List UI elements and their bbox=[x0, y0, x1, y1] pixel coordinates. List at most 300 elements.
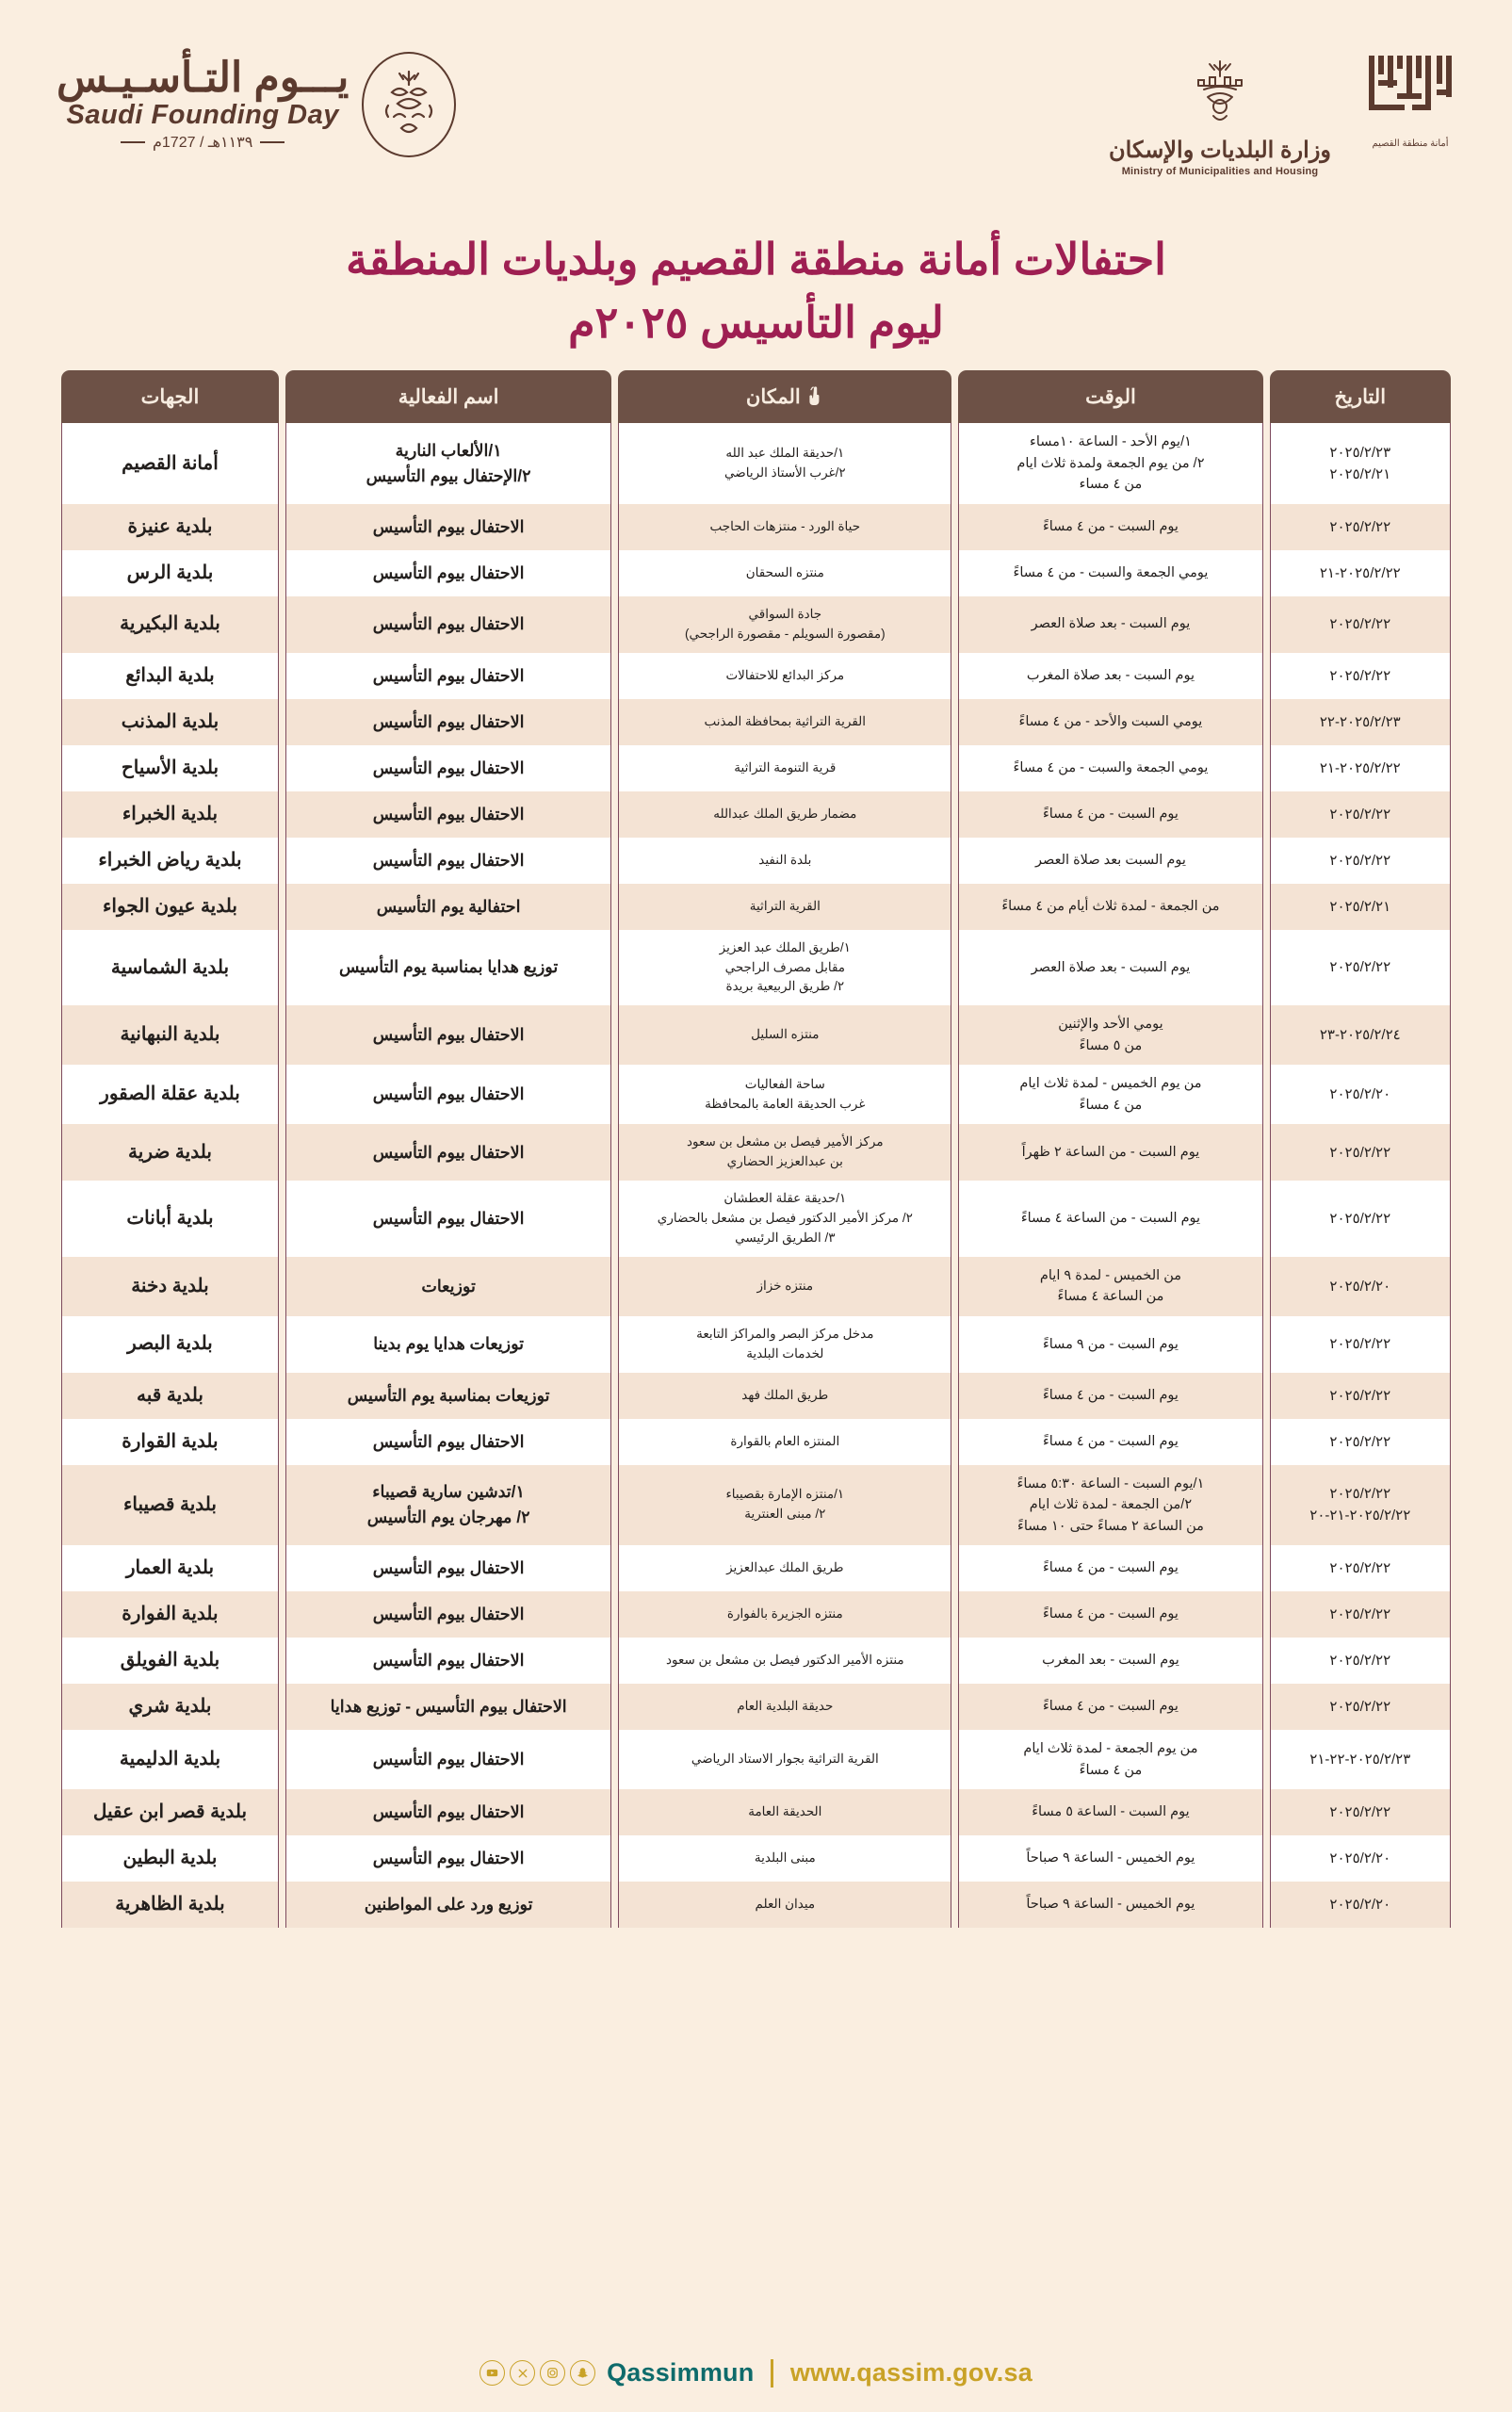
cell-line: بلدية الفوارة bbox=[122, 1604, 219, 1625]
cell-time bbox=[958, 1835, 1262, 1882]
cell-event bbox=[285, 504, 611, 550]
cell-line: توزيعات bbox=[421, 1276, 476, 1296]
cell-date bbox=[1270, 1465, 1451, 1545]
cell-line: الاحتفال بيوم التأسيس bbox=[372, 614, 525, 634]
cell-line: ٢٠٢٥/٢/٢٣-٢٢-٢١ bbox=[1309, 1751, 1411, 1768]
cell-line: ٢/الإحتفال بيوم التأسيس bbox=[366, 466, 531, 486]
cell-date bbox=[1270, 838, 1451, 884]
cell-line: يوم السبت - بعد صلاة العصر bbox=[1031, 959, 1191, 975]
youtube-icon[interactable] bbox=[480, 2360, 505, 2386]
cell-entity bbox=[61, 1591, 279, 1638]
cell-line: بلدية عيون الجواء bbox=[103, 895, 237, 917]
table-header-row bbox=[61, 370, 1451, 423]
table-row bbox=[61, 1316, 1451, 1373]
cell-line: بلدية البدائع bbox=[125, 664, 215, 686]
cell-date bbox=[1270, 1257, 1451, 1316]
cell-place bbox=[618, 550, 951, 596]
column-header-inner bbox=[67, 385, 273, 409]
founding-day-arabic: يـــوم التـأسـيـس bbox=[57, 55, 350, 102]
cell-line: من الساعة ٢ مساءً حتى ١٠ مساءً bbox=[1017, 1518, 1204, 1534]
cell-entity bbox=[61, 930, 279, 1006]
cell-line: ٣/ الطريق الرئيسي bbox=[735, 1230, 836, 1245]
footer-separator bbox=[771, 2359, 773, 2388]
cell-line: ٢٠٢٥/٢/٢٢ bbox=[1329, 1387, 1391, 1404]
cell-place bbox=[618, 423, 951, 503]
table-row bbox=[61, 1373, 1451, 1419]
cell-event bbox=[285, 1419, 611, 1465]
cell-line: يومي الجمعة والسبت - من ٤ مساءً bbox=[1013, 565, 1209, 581]
cell-line: يوم السبت - من ٩ مساءً bbox=[1042, 1336, 1179, 1352]
amanah-subtitle: أمانة منطقة القصيم bbox=[1372, 139, 1449, 149]
cell-line: مركز الأمير فيصل بن مشعل بن سعود bbox=[686, 1134, 884, 1149]
cell-date bbox=[1270, 1316, 1451, 1373]
cell-place bbox=[618, 699, 951, 745]
cell-line: يوم السبت - الساعة ٥ مساءً bbox=[1032, 1804, 1190, 1820]
cell-entity bbox=[61, 1124, 279, 1181]
cell-line: بلدية المذنب bbox=[121, 710, 219, 732]
cell-entity bbox=[61, 1882, 279, 1928]
cell-line: يوم السبت - من الساعة ٢ ظهراً bbox=[1021, 1144, 1200, 1160]
cell-line: منتزه السحقان bbox=[745, 564, 824, 579]
cell-line: مضمار طريق الملك عبدالله bbox=[713, 806, 857, 821]
cell-date bbox=[1270, 791, 1451, 838]
cell-line: الاحتفال بيوم التأسيس - توزيع هدايا bbox=[330, 1697, 567, 1716]
cell-place bbox=[618, 838, 951, 884]
cell-line: ١/حديقة عقلة العطشان bbox=[723, 1191, 847, 1206]
cell-date bbox=[1270, 1124, 1451, 1181]
cell-line: من يوم الجمعة - لمدة ثلاث ايام bbox=[1023, 1741, 1198, 1757]
cell-line: ساحة الفعاليات bbox=[744, 1076, 825, 1091]
cell-time bbox=[958, 1638, 1262, 1684]
table-row bbox=[61, 1545, 1451, 1591]
cell-event bbox=[285, 838, 611, 884]
cell-line: الاحتفال بيوم التأسيس bbox=[372, 1084, 525, 1104]
cell-entity bbox=[61, 550, 279, 596]
cell-line: جادة السواقي bbox=[748, 606, 822, 621]
cell-event bbox=[285, 423, 611, 503]
cell-entity bbox=[61, 1257, 279, 1316]
cell-line: الاحتفال بيوم التأسيس bbox=[372, 1749, 525, 1768]
cell-event bbox=[285, 1465, 611, 1545]
table-row bbox=[61, 791, 1451, 838]
cell-line: بلدية العمار bbox=[125, 1557, 215, 1579]
cell-place bbox=[618, 1419, 951, 1465]
cell-line: يوم السبت - من ٤ مساءً bbox=[1042, 1699, 1179, 1715]
cell-line: ٢٠٢٥/٢/٢٢ bbox=[1329, 667, 1391, 684]
cell-line: الاحتفال بيوم التأسيس bbox=[372, 758, 525, 777]
cell-line: منتزه الجزيرة بالفوارة bbox=[726, 1606, 843, 1622]
cell-entity bbox=[61, 838, 279, 884]
table-row bbox=[61, 1005, 1451, 1065]
cell-line: يوم السبت - من ٤ مساءً bbox=[1042, 1606, 1179, 1622]
ministry-name-arabic: وزارة البلديات والإسكان bbox=[1109, 138, 1331, 163]
founding-day-year bbox=[121, 133, 285, 152]
cell-line: يوم السبت - من ٤ مساءً bbox=[1042, 1433, 1179, 1449]
table-row bbox=[61, 1730, 1451, 1789]
cell-line: القرية التراثية بمحافظة المذنب bbox=[704, 713, 867, 728]
cell-entity bbox=[61, 884, 279, 930]
cell-line: بن عبدالعزيز الحضاري bbox=[726, 1154, 843, 1169]
pointing-hand-icon bbox=[807, 386, 824, 407]
cell-line: مقابل مصرف الراجحي bbox=[724, 959, 846, 974]
cell-time bbox=[958, 1591, 1262, 1638]
cell-place bbox=[618, 1065, 951, 1124]
cell-time bbox=[958, 1465, 1262, 1545]
social-handle[interactable]: Qassimmun bbox=[607, 2358, 755, 2387]
cell-time bbox=[958, 1730, 1262, 1789]
cell-event bbox=[285, 699, 611, 745]
website-url[interactable]: www.qassim.gov.sa bbox=[789, 2358, 1032, 2387]
cell-event bbox=[285, 1882, 611, 1928]
cell-line: الاحتفال بيوم التأسيس bbox=[372, 516, 525, 536]
cell-line: بلدية رياض الخبراء bbox=[98, 849, 242, 871]
cell-line: الاحتفال بيوم التأسيس bbox=[372, 1801, 525, 1821]
cell-line: ٢٠٢٥/٢/٢٢ bbox=[1329, 1803, 1391, 1820]
cell-line: ٢٠٢٥/٢/٢٢ bbox=[1329, 1144, 1391, 1161]
cell-time bbox=[958, 1181, 1262, 1257]
table-row bbox=[61, 1638, 1451, 1684]
cell-line: بلدية عقلة الصقور bbox=[100, 1084, 240, 1105]
cell-time bbox=[958, 550, 1262, 596]
cell-line: الاحتفال بيوم التأسيس bbox=[372, 1142, 525, 1162]
cell-line: يوم السبت - من الساعة ٤ مساءً bbox=[1020, 1211, 1201, 1227]
cell-event bbox=[285, 596, 611, 653]
cell-time bbox=[958, 1684, 1262, 1730]
cell-time bbox=[958, 699, 1262, 745]
cell-place bbox=[618, 1789, 951, 1835]
cell-line: ٢٠٢٥/٢/٢٢ bbox=[1329, 518, 1391, 535]
cell-entity bbox=[61, 1419, 279, 1465]
cell-date bbox=[1270, 1181, 1451, 1257]
cell-line: يوم السبت - من ٤ مساءً bbox=[1042, 1560, 1179, 1576]
cell-line: ٢٠٢٥/٢/٢٣-٢٢ bbox=[1319, 713, 1401, 730]
founding-day-wordmark bbox=[57, 57, 349, 152]
cell-time bbox=[958, 596, 1262, 653]
cell-time bbox=[958, 1882, 1262, 1928]
cell-line: ١/تدشين سارية قصيباء bbox=[372, 1482, 525, 1502]
cell-line: مبنى البلدية bbox=[754, 1850, 816, 1866]
cell-line: الاحتفال بيوم التأسيس bbox=[372, 711, 525, 731]
cell-line: ٢/من الجمعة - لمدة ثلاث ايام bbox=[1029, 1497, 1193, 1513]
saudi-founding-day-seal-icon bbox=[362, 52, 456, 157]
cell-entity bbox=[61, 1730, 279, 1789]
table-row bbox=[61, 1465, 1451, 1545]
cell-line: ٢/ مبنى العنترية bbox=[744, 1507, 826, 1522]
cell-entity bbox=[61, 1835, 279, 1882]
cell-date bbox=[1270, 884, 1451, 930]
cell-line: بلدة النفيد bbox=[758, 852, 812, 867]
cell-line: بلدية ضرية bbox=[128, 1141, 212, 1163]
cell-line: ٢/غرب الأستاذ الرياضي bbox=[724, 465, 846, 481]
cell-line: طريق الملك عبدالعزيز bbox=[726, 1560, 844, 1575]
column-header-label: الوقت bbox=[1085, 385, 1136, 408]
cell-line: من يوم الخميس - لمدة ثلاث ايام bbox=[1019, 1076, 1202, 1092]
cell-entity bbox=[61, 1065, 279, 1124]
cell-time bbox=[958, 1545, 1262, 1591]
ministry-emblem-icon bbox=[1191, 57, 1249, 136]
cell-date bbox=[1270, 1789, 1451, 1835]
cell-date bbox=[1270, 1005, 1451, 1065]
cell-entity bbox=[61, 745, 279, 791]
cell-place bbox=[618, 884, 951, 930]
cell-line: ٢٠٢٥/٢/٢٢ bbox=[1329, 1652, 1391, 1669]
cell-time bbox=[958, 745, 1262, 791]
column-header-label: التاريخ bbox=[1334, 385, 1387, 408]
cell-entity bbox=[61, 699, 279, 745]
cell-event bbox=[285, 1181, 611, 1257]
cell-date bbox=[1270, 550, 1451, 596]
ministry-name-english: Ministry of Municipalities and Housing bbox=[1121, 166, 1319, 177]
cell-place bbox=[618, 1005, 951, 1065]
cell-event bbox=[285, 1065, 611, 1124]
cell-date bbox=[1270, 1684, 1451, 1730]
table-row bbox=[61, 1419, 1451, 1465]
instagram-icon[interactable] bbox=[540, 2360, 565, 2386]
cell-line: القرية التراثية bbox=[749, 898, 821, 913]
column-header-place bbox=[618, 370, 951, 423]
cell-date bbox=[1270, 745, 1451, 791]
cell-entity bbox=[61, 1181, 279, 1257]
cell-line: الاحتفال بيوم التأسيس bbox=[372, 1025, 525, 1045]
cell-line: من ٥ مساءً bbox=[1079, 1037, 1143, 1053]
cell-line: من ٤ مساء bbox=[1079, 477, 1143, 493]
cell-line: توزيع هدايا بمناسبة يوم التأسيس bbox=[339, 957, 559, 977]
cell-time bbox=[958, 1316, 1262, 1373]
cell-entity bbox=[61, 1373, 279, 1419]
cell-event bbox=[285, 1789, 611, 1835]
snapchat-icon[interactable] bbox=[570, 2360, 595, 2386]
cell-line: بلدية عنيزة bbox=[127, 515, 213, 537]
cell-event bbox=[285, 1835, 611, 1882]
social-links[interactable] bbox=[480, 2360, 595, 2386]
cell-line: ٢٠٢٥/٢/٢٢ bbox=[1329, 1559, 1391, 1576]
cell-event bbox=[285, 1316, 611, 1373]
cell-line: ٢٠٢٥/٢/٢٣ bbox=[1329, 444, 1391, 461]
cell-event bbox=[285, 1257, 611, 1316]
cell-line: بلدية قصر ابن عقيل bbox=[92, 1801, 248, 1822]
cell-place bbox=[618, 1373, 951, 1419]
cell-event bbox=[285, 930, 611, 1006]
cell-line: ٢٠٢٥/٢/٢٠ bbox=[1329, 1086, 1391, 1103]
cell-place bbox=[618, 1882, 951, 1928]
cell-event bbox=[285, 1005, 611, 1065]
cell-line: الاحتفال بيوم التأسيس bbox=[372, 1431, 525, 1451]
cell-entity bbox=[61, 1005, 279, 1065]
cell-entity bbox=[61, 423, 279, 503]
table-row bbox=[61, 596, 1451, 653]
cell-line: الاحتفال بيوم التأسيس bbox=[372, 850, 525, 870]
cell-time bbox=[958, 1124, 1262, 1181]
cell-place bbox=[618, 1835, 951, 1882]
cell-date bbox=[1270, 423, 1451, 503]
cell-time bbox=[958, 653, 1262, 699]
cell-event bbox=[285, 1730, 611, 1789]
dash-left bbox=[121, 141, 145, 143]
table-row bbox=[61, 423, 1451, 503]
cell-event bbox=[285, 653, 611, 699]
schedule-table-container bbox=[0, 370, 1512, 1928]
cell-entity bbox=[61, 1316, 279, 1373]
cell-entity bbox=[61, 1789, 279, 1835]
cell-line: القرية التراثية بجوار الاستاد الرياضي bbox=[691, 1752, 879, 1767]
cell-line: الاحتفال بيوم التأسيس bbox=[372, 1605, 525, 1623]
cell-date bbox=[1270, 930, 1451, 1006]
cell-line: ٢٠٢٥/٢/٢٢-٢١ bbox=[1319, 759, 1401, 776]
cell-line: من ٤ مساءً bbox=[1079, 1762, 1143, 1778]
cell-entity bbox=[61, 1684, 279, 1730]
cell-line: يوم السبت - بعد المغرب bbox=[1042, 1653, 1179, 1669]
cell-line: ٢٠٢٥/٢/٢٠ bbox=[1329, 1850, 1391, 1866]
cell-date bbox=[1270, 699, 1451, 745]
cell-place bbox=[618, 653, 951, 699]
cell-line: يوم السبت - من ٤ مساءً bbox=[1042, 1387, 1179, 1403]
cell-entity bbox=[61, 1638, 279, 1684]
cell-place bbox=[618, 1316, 951, 1373]
cell-event bbox=[285, 745, 611, 791]
cell-date bbox=[1270, 1730, 1451, 1789]
page-title bbox=[0, 228, 1512, 353]
cell-line: الاحتفال بيوم التأسيس bbox=[372, 804, 525, 823]
cell-line: ١/طريق الملك عبد العزيز bbox=[719, 939, 851, 954]
cell-line: ١/حديقة الملك عبد الله bbox=[725, 446, 845, 461]
column-header-time bbox=[958, 370, 1262, 423]
cell-line: يوم السبت بعد صلاة العصر bbox=[1035, 852, 1186, 868]
table-row bbox=[61, 699, 1451, 745]
cell-time bbox=[958, 1065, 1262, 1124]
cell-line: بلدية قبه bbox=[137, 1384, 203, 1406]
cell-date bbox=[1270, 596, 1451, 653]
cell-line: يوم السبت - بعد صلاة المغرب bbox=[1026, 667, 1195, 683]
cell-line: مركز البدائع للاحتفالات bbox=[725, 667, 845, 682]
x-twitter-icon[interactable] bbox=[510, 2360, 535, 2386]
schedule-table bbox=[55, 370, 1457, 1928]
cell-entity bbox=[61, 653, 279, 699]
cell-line: يوم الخميس - الساعة ٩ صباحاً bbox=[1026, 1850, 1195, 1866]
cell-line: يوم السبت - من ٤ مساءً bbox=[1042, 806, 1179, 822]
cell-line: المنتزه العام بالقوارة bbox=[730, 1433, 840, 1448]
cell-place bbox=[618, 1591, 951, 1638]
cell-line: من الجمعة - لمدة ثلاث أيام من ٤ مساءً bbox=[1001, 898, 1220, 914]
cell-place bbox=[618, 745, 951, 791]
cell-place bbox=[618, 1124, 951, 1181]
cell-place bbox=[618, 930, 951, 1006]
cell-line: ٢٠٢٥/٢/٢٠ bbox=[1329, 1896, 1391, 1913]
cell-line: بلدية أبانات bbox=[126, 1207, 214, 1229]
cell-line: ١/الألعاب النارية bbox=[395, 440, 502, 460]
column-header-inner bbox=[964, 385, 1257, 409]
cell-line: ٢٠٢٥/٢/٢٢ bbox=[1329, 959, 1391, 976]
cell-line: ٢٠٢٥/٢/٢٢ bbox=[1329, 1605, 1391, 1622]
cell-time bbox=[958, 930, 1262, 1006]
cell-event bbox=[285, 1545, 611, 1591]
cell-event bbox=[285, 884, 611, 930]
cell-event bbox=[285, 1684, 611, 1730]
cell-time bbox=[958, 504, 1262, 550]
cell-line: بلدية الخبراء bbox=[122, 803, 219, 824]
cell-time bbox=[958, 423, 1262, 503]
cell-date bbox=[1270, 504, 1451, 550]
cell-line: منتزه خزاز bbox=[756, 1278, 814, 1293]
cell-line: منتزه السليل bbox=[751, 1027, 820, 1042]
column-header-date bbox=[1270, 370, 1451, 423]
table-body bbox=[61, 423, 1451, 1928]
cell-line: غرب الحديقة العامة بالمحافظة bbox=[705, 1096, 866, 1111]
cell-line: الاحتفال بيوم التأسيس bbox=[372, 1208, 525, 1228]
cell-line: بلدية قصيباء bbox=[122, 1493, 217, 1515]
ministry-logo bbox=[1109, 52, 1331, 177]
column-header-event bbox=[285, 370, 611, 423]
cell-line: بلدية الشماسية bbox=[110, 956, 230, 978]
cell-line: توزيعات بمناسبة يوم التأسيس bbox=[347, 1385, 550, 1405]
cell-line: بلدية القوارة bbox=[122, 1430, 219, 1452]
cell-line: مدخل مركز البصر والمراكز التابعة bbox=[696, 1326, 874, 1341]
dash-right bbox=[260, 141, 285, 143]
cell-line: (مقصورة السويلم - مقصورة الراجحي) bbox=[684, 626, 886, 641]
cell-line: ٢/ مركز الأمير الدكتور فيصل بن مشعل بالحضاري bbox=[657, 1211, 913, 1226]
cell-line: بلدية الأسياح bbox=[121, 757, 219, 778]
cell-line: ٢٠٢٥/٢/٢٢ bbox=[1329, 1486, 1391, 1503]
table-row bbox=[61, 884, 1451, 930]
cell-place bbox=[618, 504, 951, 550]
table-row bbox=[61, 550, 1451, 596]
cell-time bbox=[958, 1257, 1262, 1316]
cell-event bbox=[285, 1124, 611, 1181]
cell-line: بلدية النبهانية bbox=[120, 1024, 220, 1046]
cell-date bbox=[1270, 1065, 1451, 1124]
amanah-kufic-mark-icon bbox=[1365, 52, 1455, 136]
cell-line: أمانة القصيم bbox=[122, 452, 219, 474]
cell-line: الاحتفال بيوم التأسيس bbox=[372, 1558, 525, 1577]
institutional-logos bbox=[1109, 52, 1455, 177]
table-row bbox=[61, 1835, 1451, 1882]
cell-date bbox=[1270, 1591, 1451, 1638]
cell-line: يوم السبت - بعد صلاة العصر bbox=[1031, 616, 1191, 632]
document-header bbox=[0, 0, 1512, 236]
cell-line: لخدمات البلدية bbox=[746, 1345, 824, 1361]
cell-line: بلدية الظاهرية bbox=[115, 1894, 225, 1915]
cell-line: من الخميس - لمدة ٩ ايام bbox=[1039, 1267, 1181, 1283]
cell-line: بلدية الدليمية bbox=[119, 1749, 221, 1770]
cell-place bbox=[618, 1684, 951, 1730]
cell-event bbox=[285, 1638, 611, 1684]
cell-line: بلدية البصر bbox=[127, 1333, 213, 1355]
cell-line: الحديقة العامة bbox=[748, 1804, 822, 1819]
cell-line: بلدية البطين bbox=[122, 1848, 218, 1868]
table-row bbox=[61, 1789, 1451, 1835]
cell-line: بلدية البكيرية bbox=[120, 613, 220, 635]
cell-event bbox=[285, 791, 611, 838]
cell-date bbox=[1270, 1419, 1451, 1465]
cell-place bbox=[618, 1638, 951, 1684]
cell-line: الاحتفال بيوم التأسيس bbox=[372, 562, 525, 582]
cell-line: ٢/ من يوم الجمعة ولمدة ثلاث ايام bbox=[1016, 455, 1205, 471]
cell-line: يومي الجمعة والسبت - من ٤ مساءً bbox=[1013, 759, 1209, 775]
column-header-label: المكان bbox=[745, 385, 801, 408]
founding-day-year-text: ١١٣٩هـ / 1727م bbox=[153, 134, 253, 151]
table-row bbox=[61, 1257, 1451, 1316]
cell-line: ٢/ طريق الربيعية بريدة bbox=[725, 979, 845, 994]
saudi-founding-day-logo bbox=[57, 52, 456, 157]
table-row bbox=[61, 504, 1451, 550]
cell-line: يوم الخميس - الساعة ٩ صباحاً bbox=[1026, 1897, 1195, 1913]
table-row bbox=[61, 1591, 1451, 1638]
cell-place bbox=[618, 1545, 951, 1591]
cell-line: من ٤ مساءً bbox=[1079, 1097, 1143, 1113]
cell-line: الاحتفال بيوم التأسيس bbox=[372, 665, 525, 685]
cell-place bbox=[618, 596, 951, 653]
column-header-label: الجهات bbox=[140, 385, 200, 408]
cell-line: ٢٠٢٥/٢/٢٢-٢١-٢٠ bbox=[1309, 1508, 1411, 1524]
